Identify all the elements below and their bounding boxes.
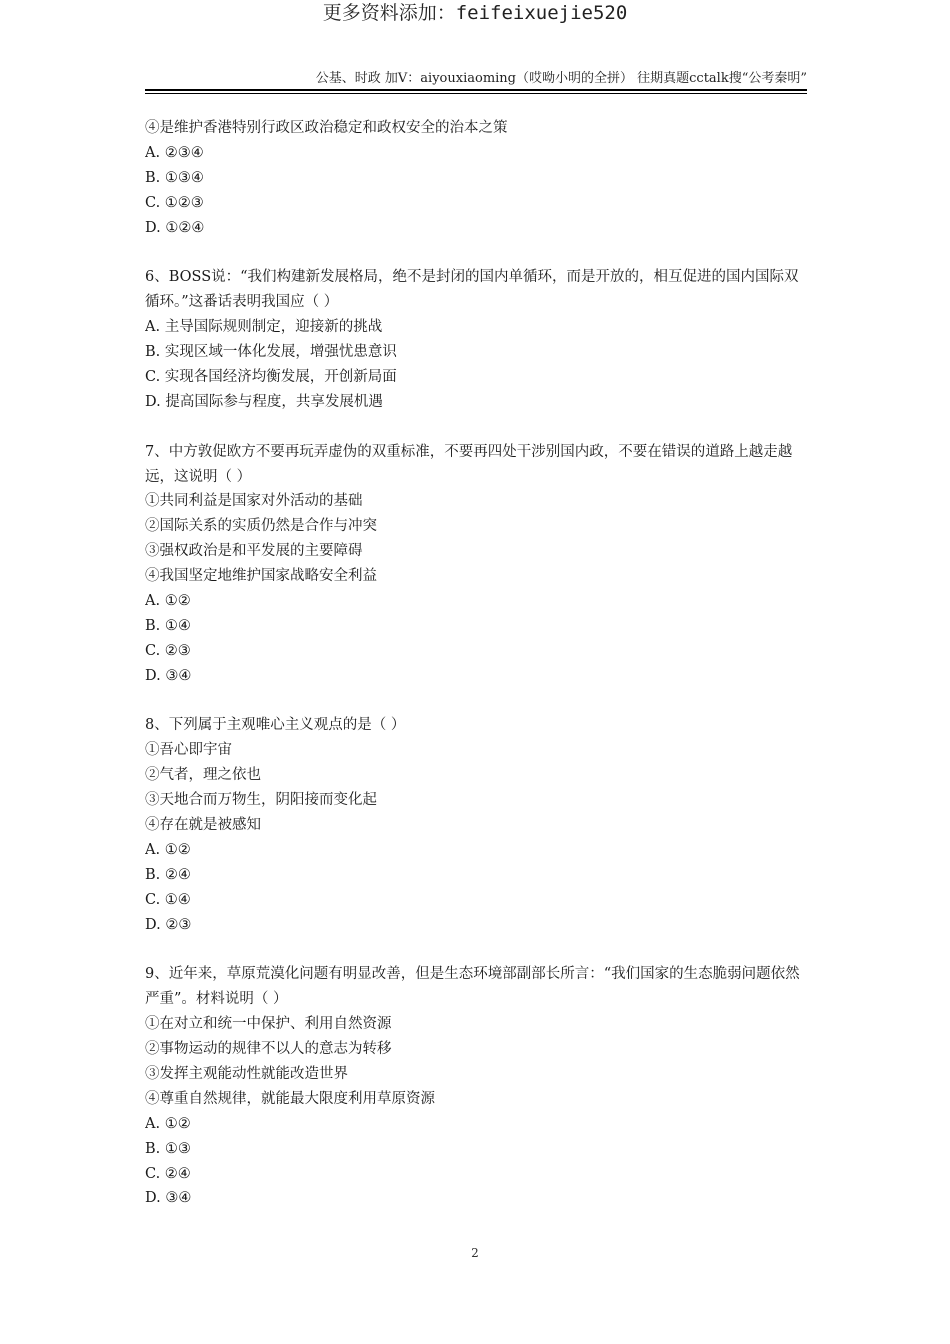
statement-item: ④我国坚定地维护国家战略安全利益 bbox=[145, 568, 377, 585]
question-7 bbox=[145, 440, 807, 689]
statement-item: ③强权政治是和平发展的主要障碍 bbox=[145, 543, 363, 560]
option-c: C. ①④ bbox=[145, 891, 191, 908]
option-d: D. ③④ bbox=[145, 667, 192, 684]
statement-item: ③发挥主观能动性就能改造世界 bbox=[145, 1065, 348, 1082]
option-a: A. ②③④ bbox=[145, 144, 204, 161]
statement-item: ④存在就是被感知 bbox=[145, 817, 261, 833]
option-b: B. ①④ bbox=[145, 617, 191, 634]
option-b: B. 实现区域一体化发展，增强忧患意识 bbox=[145, 344, 397, 361]
header-rule-thin bbox=[145, 93, 807, 94]
top-banner: 更多资料添加：feifeixuejie520 bbox=[322, 2, 628, 24]
page-content bbox=[145, 116, 807, 1211]
option-a: A. ①② bbox=[145, 1115, 191, 1132]
option-d: D. ②③ bbox=[145, 916, 192, 933]
question-6 bbox=[145, 265, 807, 414]
option-c: C. 实现各国经济均衡发展，开创新局面 bbox=[145, 368, 397, 385]
statement-item: ②气者，理之依也 bbox=[145, 767, 261, 784]
question-9 bbox=[145, 962, 807, 1211]
option-d: D. ③④ bbox=[145, 1190, 192, 1207]
question-stem: 7、中方敦促欧方不要再玩弄虚伪的双重标准，不要再四处干涉别国内政，不要在错误的道路上越走越远，这说明（ ） bbox=[145, 443, 793, 485]
option-c: C. ②③ bbox=[145, 642, 191, 659]
statement-item: ①吾心即宇宙 bbox=[145, 742, 232, 759]
option-a: A. 主导国际规则制定，迎接新的挑战 bbox=[145, 319, 383, 336]
option-a: A. ①② bbox=[145, 841, 191, 858]
question-stem: 6、BOSS说：“我们构建新发展格局，绝不是封闭的国内单循环，而是开放的，相互促进的国内国际双循环。”这番话表明我国应（ ） bbox=[145, 269, 799, 311]
statement-item: ④是维护香港特别行政区政治稳定和政权安全的治本之策 bbox=[145, 120, 508, 136]
running-header: 公基、时政 加V：aiyouxiaoming（哎呦小明的全拼） 往期真题cctalk搜“公考秦明” bbox=[315, 71, 807, 86]
option-b: B. ①③ bbox=[145, 1140, 191, 1157]
option-b: B. ②④ bbox=[145, 866, 191, 883]
option-d: D. 提高国际参与程度，共享发展机遇 bbox=[145, 393, 383, 410]
statement-item: ②国际关系的实质仍然是合作与冲突 bbox=[145, 518, 377, 535]
page-number: 2 bbox=[471, 1246, 479, 1260]
option-c: C. ①②③ bbox=[145, 194, 204, 211]
option-c: C. ②④ bbox=[145, 1165, 191, 1182]
question-5-tail bbox=[145, 116, 807, 240]
statement-item: ②事物运动的规律不以人的意志为转移 bbox=[145, 1041, 392, 1058]
question-stem: 8、下列属于主观唯心主义观点的是（ ） bbox=[145, 717, 406, 734]
question-8 bbox=[145, 713, 807, 937]
header-rule bbox=[145, 89, 807, 91]
option-b: B. ①③④ bbox=[145, 169, 204, 186]
option-d: D. ①②④ bbox=[145, 219, 205, 236]
option-a: A. ①② bbox=[145, 592, 191, 609]
statement-item: ①共同利益是国家对外活动的基础 bbox=[145, 493, 363, 510]
statement-item: ③天地合而万物生，阴阳接而变化起 bbox=[145, 792, 377, 809]
statement-item: ④尊重自然规律，就能最大限度利用草原资源 bbox=[145, 1090, 435, 1107]
question-stem: 9、近年来，草原荒漠化问题有明显改善，但是生态环境部副部长所言：“我们国家的生态脆弱问题依然严重”。材料说明（ ） bbox=[145, 966, 800, 1008]
statement-item: ①在对立和统一中保护、利用自然资源 bbox=[145, 1016, 392, 1033]
